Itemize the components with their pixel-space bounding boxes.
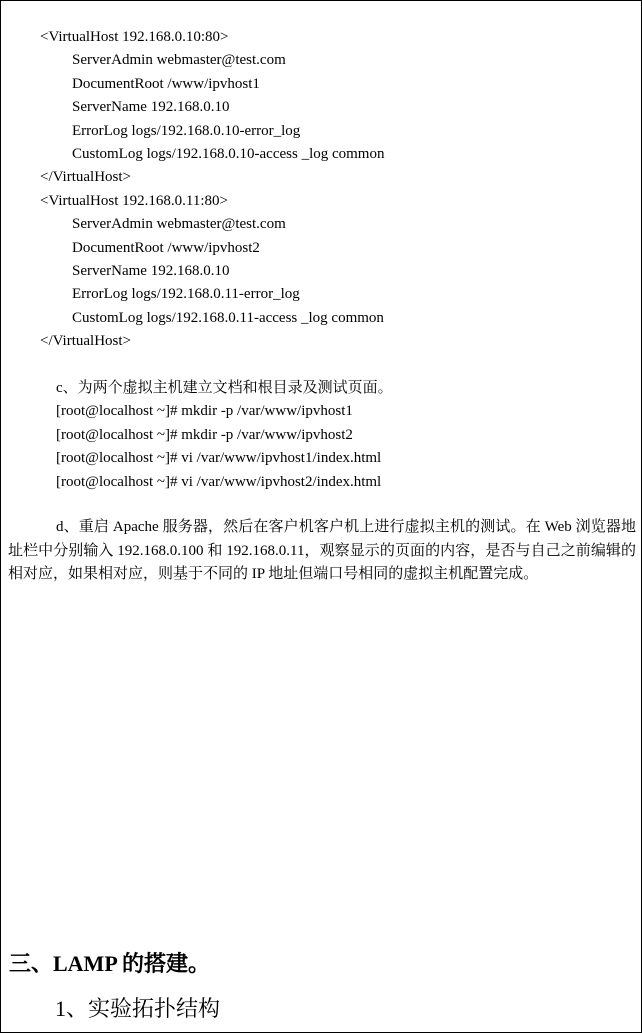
section-heading: 三、LAMP 的搭建。	[9, 951, 211, 976]
section-subheading: 1、实验拓扑结构	[55, 996, 221, 1021]
config-line: ServerName 192.168.0.10	[72, 99, 230, 115]
command-line: [root@localhost ~]# vi /var/www/ipvhost2/index.html	[56, 474, 382, 490]
config-line: ErrorLog logs/192.168.0.10-error_log	[72, 123, 301, 139]
config-line: ServerAdmin webmaster@test.com	[72, 52, 286, 68]
config-line: ServerAdmin webmaster@test.com	[72, 216, 286, 232]
config-line: CustomLog logs/192.168.0.11-access _log common	[72, 310, 384, 326]
step-d-paragraph: d、重启 Apache 服务器，然后在客户机客户机上进行虚拟主机的测试。在 Web 浏览器地址栏中分别输入 192.168.0.100 和 192.168.0.11，观察显示的页面的内容，是否与自己之前编辑的相对应，如果相对应，则基于不同的 IP 地址但端口号相同的虚拟主机配置完成。	[8, 519, 636, 582]
config-line: </VirtualHost>	[40, 333, 132, 349]
config-line: ErrorLog logs/192.168.0.11-error_log	[72, 286, 300, 302]
config-line: <VirtualHost 192.168.0.10:80>	[40, 29, 229, 45]
config-line: </VirtualHost>	[40, 169, 132, 185]
config-line: DocumentRoot /www/ipvhost2	[72, 240, 260, 256]
config-line: ServerName 192.168.0.10	[72, 263, 230, 279]
command-line: [root@localhost ~]# vi /var/www/ipvhost1/index.html	[56, 450, 382, 466]
config-line: DocumentRoot /www/ipvhost1	[72, 76, 260, 92]
command-line: [root@localhost ~]# mkdir -p /var/www/ipvhost2	[56, 427, 353, 443]
config-line: <VirtualHost 192.168.0.11:80>	[40, 193, 228, 209]
command-line: [root@localhost ~]# mkdir -p /var/www/ipvhost1	[56, 403, 353, 419]
step-c-intro: c、为两个虚拟主机建立文档和根目录及测试页面。	[56, 380, 393, 396]
config-line: CustomLog logs/192.168.0.10-access _log common	[72, 146, 385, 162]
